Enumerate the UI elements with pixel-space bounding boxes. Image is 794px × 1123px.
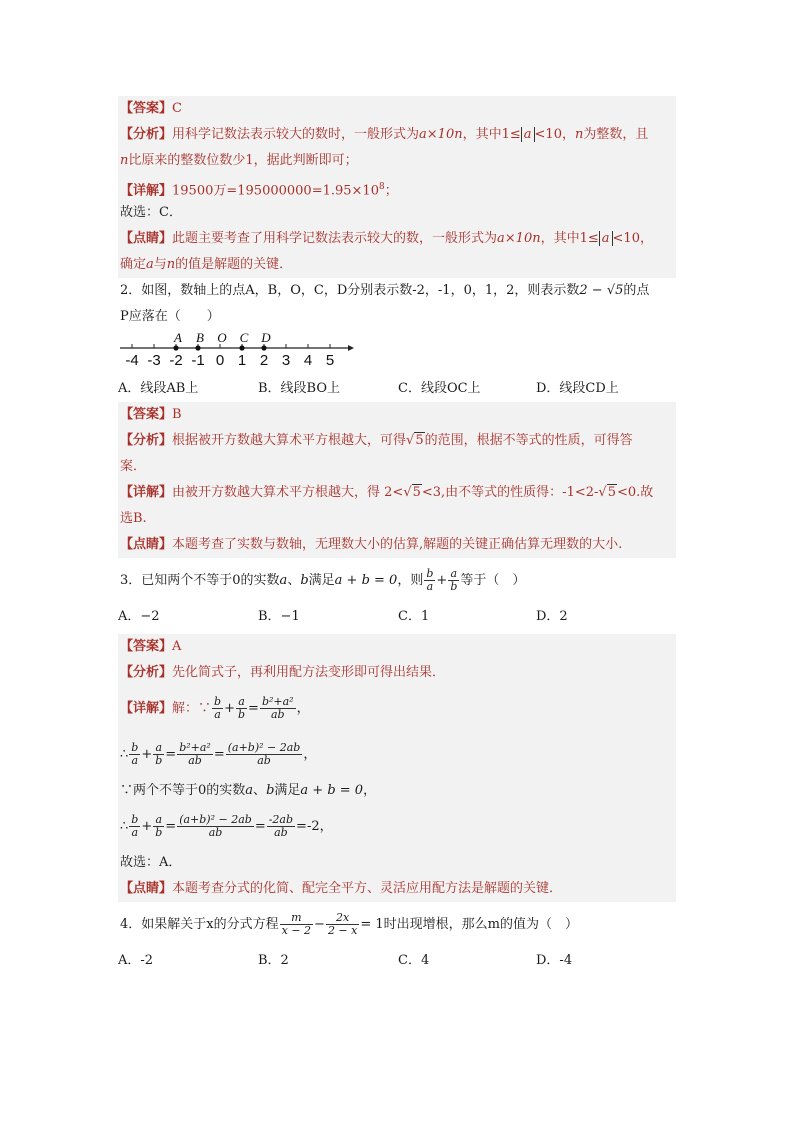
number-line-point bbox=[239, 345, 244, 350]
q1-analysis-line-1: 【分析】用科学记数法表示较大的数时，一般形式为a×10n，其中1≤ a <10，n为整数，且 bbox=[120, 127, 649, 142]
q3-options bbox=[118, 604, 676, 630]
q2-option-c[interactable]: C．线段OC上 bbox=[398, 381, 481, 396]
q1-comment-line-1: 【点睛】此题主要考查了用科学记数法表示较大的数，一般形式为a×10n，其中1≤ a <10， bbox=[120, 231, 653, 246]
q4-option-b[interactable]: B．2 bbox=[258, 953, 289, 968]
q3-option-a[interactable]: A．−2 bbox=[118, 609, 160, 624]
q2-analysis-line-2: 案． bbox=[120, 459, 147, 474]
q2-detail-line-1: 【详解】由被开方数越大算术平方根越大，得 2<√5<3,由不等式的性质得：-1<2-√5<0.故 bbox=[120, 485, 654, 500]
number-line-tick-label: 5 bbox=[325, 352, 335, 369]
arrow-right-icon bbox=[348, 345, 354, 351]
comment-tag: 【点睛】 bbox=[120, 231, 173, 246]
q2-options bbox=[118, 376, 676, 402]
number-line-tick-label: 1 bbox=[237, 352, 247, 369]
q4-option-d[interactable]: D．-4 bbox=[536, 953, 573, 968]
number-line-point bbox=[261, 345, 266, 350]
q3-step-3: ∵两个不等于0的实数a、b满足a + b = 0， bbox=[120, 783, 377, 798]
number-line-point-label: A bbox=[174, 330, 182, 345]
q3-analysis-line: 【分析】先化简式子，再利用配方法变形即可得出结果． bbox=[120, 665, 446, 680]
q2-option-d[interactable]: D．线段CD上 bbox=[536, 381, 619, 396]
number-line-tick-label: -4 bbox=[125, 352, 139, 369]
number-line-point-label: B bbox=[196, 330, 204, 345]
q2-answer-line: 【答案】B bbox=[120, 407, 182, 422]
q3-answer-line: 【答案】A bbox=[120, 639, 182, 654]
q1-analysis-line-2: n比原来的整数位数少1，据此判断即可； bbox=[120, 153, 358, 168]
number-line-tick-label: -3 bbox=[147, 352, 161, 369]
analysis-tag: 【分析】 bbox=[120, 127, 173, 142]
q3-option-b[interactable]: B．−1 bbox=[258, 609, 300, 624]
q4-option-a[interactable]: A．-2 bbox=[118, 953, 154, 968]
number-line bbox=[118, 330, 358, 376]
q2-analysis-line-1: 【分析】根据被开方数越大算术平方根越大，可得√5的范围，根据不等式的性质，可得答 bbox=[120, 433, 633, 448]
q2-solution-box bbox=[118, 402, 676, 558]
q3-step-2: ∴ $\frac{b}{a}$ + $\frac{a}{b}$ = $\frac{\text{b²+a²}}{ab}$ = $\frac{\text{(a+b)² − 2ab}}{ab}$ ， bbox=[120, 741, 317, 767]
q2-stem-line-2: P应落在（ ） bbox=[120, 309, 220, 324]
q1-choose-line: 故选：C． bbox=[120, 205, 182, 220]
q4-stem: 4．如果解关于x的分式方程 $\frac{m}{x - 2}$ − $\frac{2x}{2 - x}$ = 1时出现增根，那么m的值为（ ） bbox=[120, 911, 578, 937]
number-line-tick-label: 0 bbox=[215, 352, 225, 369]
number-line-point-label: C bbox=[239, 330, 249, 345]
q3-detail-line: 【详解】解：∵ $\frac{b}{a}$ + $\frac{a}{b}$ = $\frac{\text{b²+a²}}{ab}$ ， bbox=[120, 695, 310, 721]
q3-solution-box bbox=[118, 634, 676, 902]
number-line-tick-label: 4 bbox=[303, 352, 313, 369]
number-line-tick-label: -2 bbox=[169, 352, 183, 369]
absolute-value: a bbox=[521, 127, 535, 142]
q3-option-d[interactable]: D．2 bbox=[536, 609, 568, 624]
q1-comment-line-2: 确定a与n的值是解题的关键． bbox=[120, 257, 293, 272]
q1-solution-box bbox=[118, 96, 676, 278]
q1-answer: C bbox=[172, 101, 182, 116]
number-line-tick-label: 3 bbox=[281, 352, 291, 369]
number-line-point bbox=[195, 345, 200, 350]
number-line-point-label: O bbox=[217, 330, 227, 345]
number-line-figure bbox=[118, 330, 676, 376]
q3-step-4: ∴ $\frac{b}{a}$ + $\frac{a}{b}$ = $\frac{\text{(a+b)² − 2ab}}{ab}$ = $\frac{-2ab}{ab}$ =-2， bbox=[120, 813, 333, 839]
q2-comment-line: 【点睛】本题考查了实数与数轴，无理数大小的估算,解题的关键正确估算无理数的大小. bbox=[120, 537, 623, 552]
number-line-tick-label: 2 bbox=[259, 352, 269, 369]
q4-options bbox=[118, 948, 676, 974]
number-line-point-label: D bbox=[261, 330, 271, 345]
detail-tag: 【详解】 bbox=[120, 183, 173, 199]
q2-detail-line-2: 选B. bbox=[120, 511, 147, 526]
q4-option-c[interactable]: C．4 bbox=[398, 953, 430, 968]
answer-tag: 【答案】 bbox=[120, 101, 173, 116]
q3-stem: 3．已知两个不等于0的实数a、b满足a + b = 0，则 $\frac{b}{a}$ + $\frac{a}{b}$ 等于（ ） bbox=[120, 567, 526, 593]
number-line-tick-label: -1 bbox=[191, 352, 205, 369]
q2-option-b[interactable]: B．线段BO上 bbox=[258, 381, 341, 396]
number-line-point bbox=[173, 345, 178, 350]
document-content bbox=[118, 96, 676, 974]
q1-detail-line: 【详解】19500万$=195000000=1.95\times 10^8$； bbox=[120, 182, 398, 199]
q2-option-a[interactable]: A．线段AB上 bbox=[118, 381, 199, 396]
q3-option-c[interactable]: C．1 bbox=[398, 609, 430, 624]
q3-choose-line: 故选：A． bbox=[120, 855, 182, 870]
q1-answer-line bbox=[118, 96, 676, 122]
q3-comment-line: 【点睛】本题考查分式的化简、配完全平方、灵活应用配方法是解题的关键． bbox=[120, 881, 563, 896]
q2-stem-line-1: 2．如图，数轴上的点A，B，O，C，D分别表示数-2，-1，0，1，2，则表示数2 − √5的点 bbox=[120, 283, 650, 298]
